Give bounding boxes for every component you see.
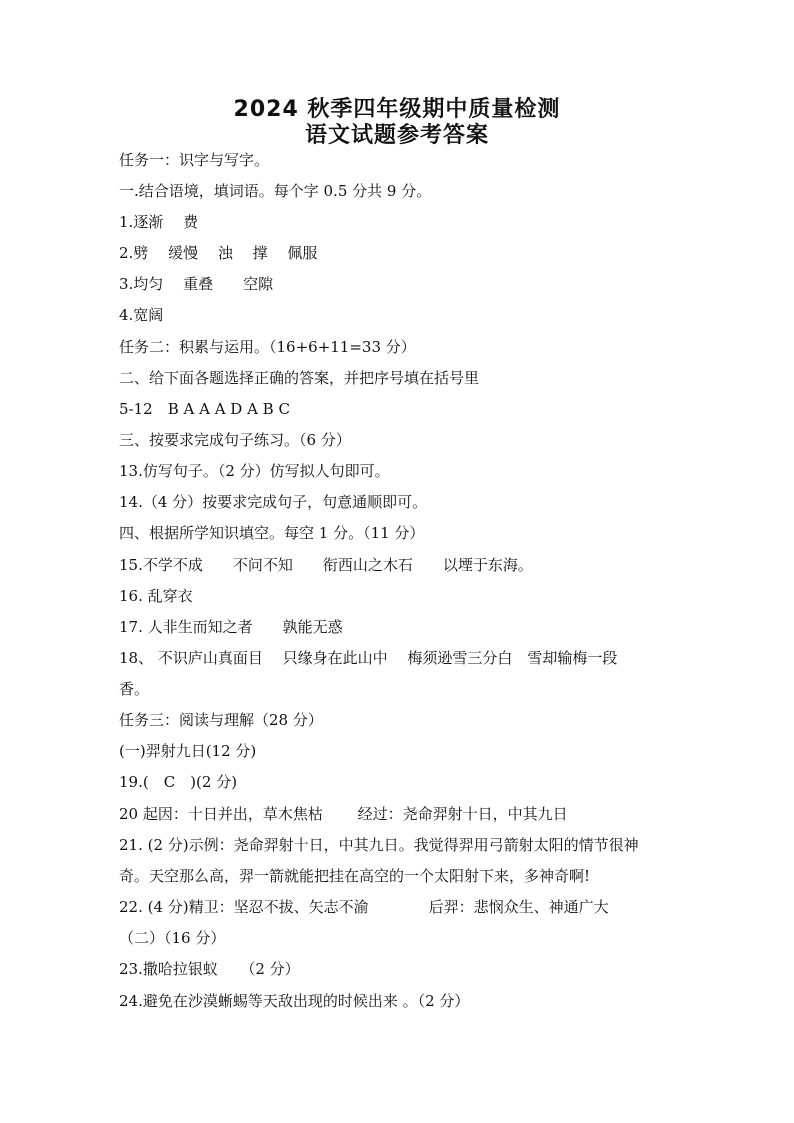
answer-line: 2.劈 缓慢 浊 撑 佩服: [119, 244, 318, 262]
answer-line: 奇。天空那么高，羿一箭就能把挂在高空的一个太阳射下来，多神奇啊!: [119, 867, 591, 885]
answer-line: 三、按要求完成句子练习。（6 分）: [119, 431, 351, 449]
answer-line: 13.仿写句子。（2 分）仿写拟人句即可。: [119, 462, 390, 480]
answer-line: 18、 不识庐山真面目 只缘身在此山中 梅须逊雪三分白 雪却输梅一段: [119, 649, 618, 667]
answer-line: 香。: [119, 680, 150, 698]
answer-line: 5-12 B A A A D A B C: [119, 400, 290, 418]
answer-line: 一.结合语境，填词语。每个字 0.5 分共 9 分。: [119, 182, 432, 200]
answer-line: 16. 乱穿衣: [119, 587, 193, 605]
answer-line: 17. 人非生而知之者 孰能无惑: [119, 618, 343, 636]
answer-line: 20 起因：十日并出，草木焦枯 经过：尧命羿射十日，中其九日: [119, 805, 568, 823]
answer-line: 四、根据所学知识填空。每空 1 分。（11 分）: [119, 524, 425, 542]
answer-line: 23.撒哈拉银蚁 （2 分）: [119, 960, 300, 978]
answer-line: 1.逐渐 费: [119, 213, 199, 231]
answer-line: 4.宽阔: [119, 306, 164, 324]
answer-line: 3.均匀 重叠 空隙: [119, 275, 274, 293]
document-subtitle: 语文试题参考答案: [304, 123, 489, 148]
document-title: 2024 秋季四年级期中质量检测: [233, 97, 561, 122]
answer-line: (一)羿射九日(12 分): [119, 742, 257, 760]
answer-line: 任务一：识字与写字。: [119, 151, 270, 169]
answer-line: 二、给下面各题选择正确的答案，并把序号填在括号里: [119, 369, 480, 387]
answer-line: 22. (4 分)精卫：坚忍不拔、矢志不渝 后羿：悲悯众生、神通广大: [119, 898, 609, 916]
answer-line: 19.( C )(2 分): [119, 773, 238, 791]
section-heading: 任务二：积累与运用。（16+6+11=33 分）: [119, 338, 416, 356]
answer-line: 21. (2 分)示例：尧命羿射十日，中其九日。我觉得羿用弓箭射太阳的情节很神: [119, 836, 639, 854]
answer-line: 14.（4 分）按要求完成句子，句意通顺即可。: [119, 493, 428, 511]
answer-line: （二）（16 分）: [119, 929, 226, 947]
section-heading: 任务三：阅读与理解（28 分）: [119, 711, 323, 729]
answer-line: 24.避免在沙漠蜥蜴等天敌出现的时候出来 。（2 分）: [119, 992, 470, 1010]
answer-line: 15.不学不成 不问不知 衔西山之木石 以堙于东海。: [119, 556, 533, 574]
